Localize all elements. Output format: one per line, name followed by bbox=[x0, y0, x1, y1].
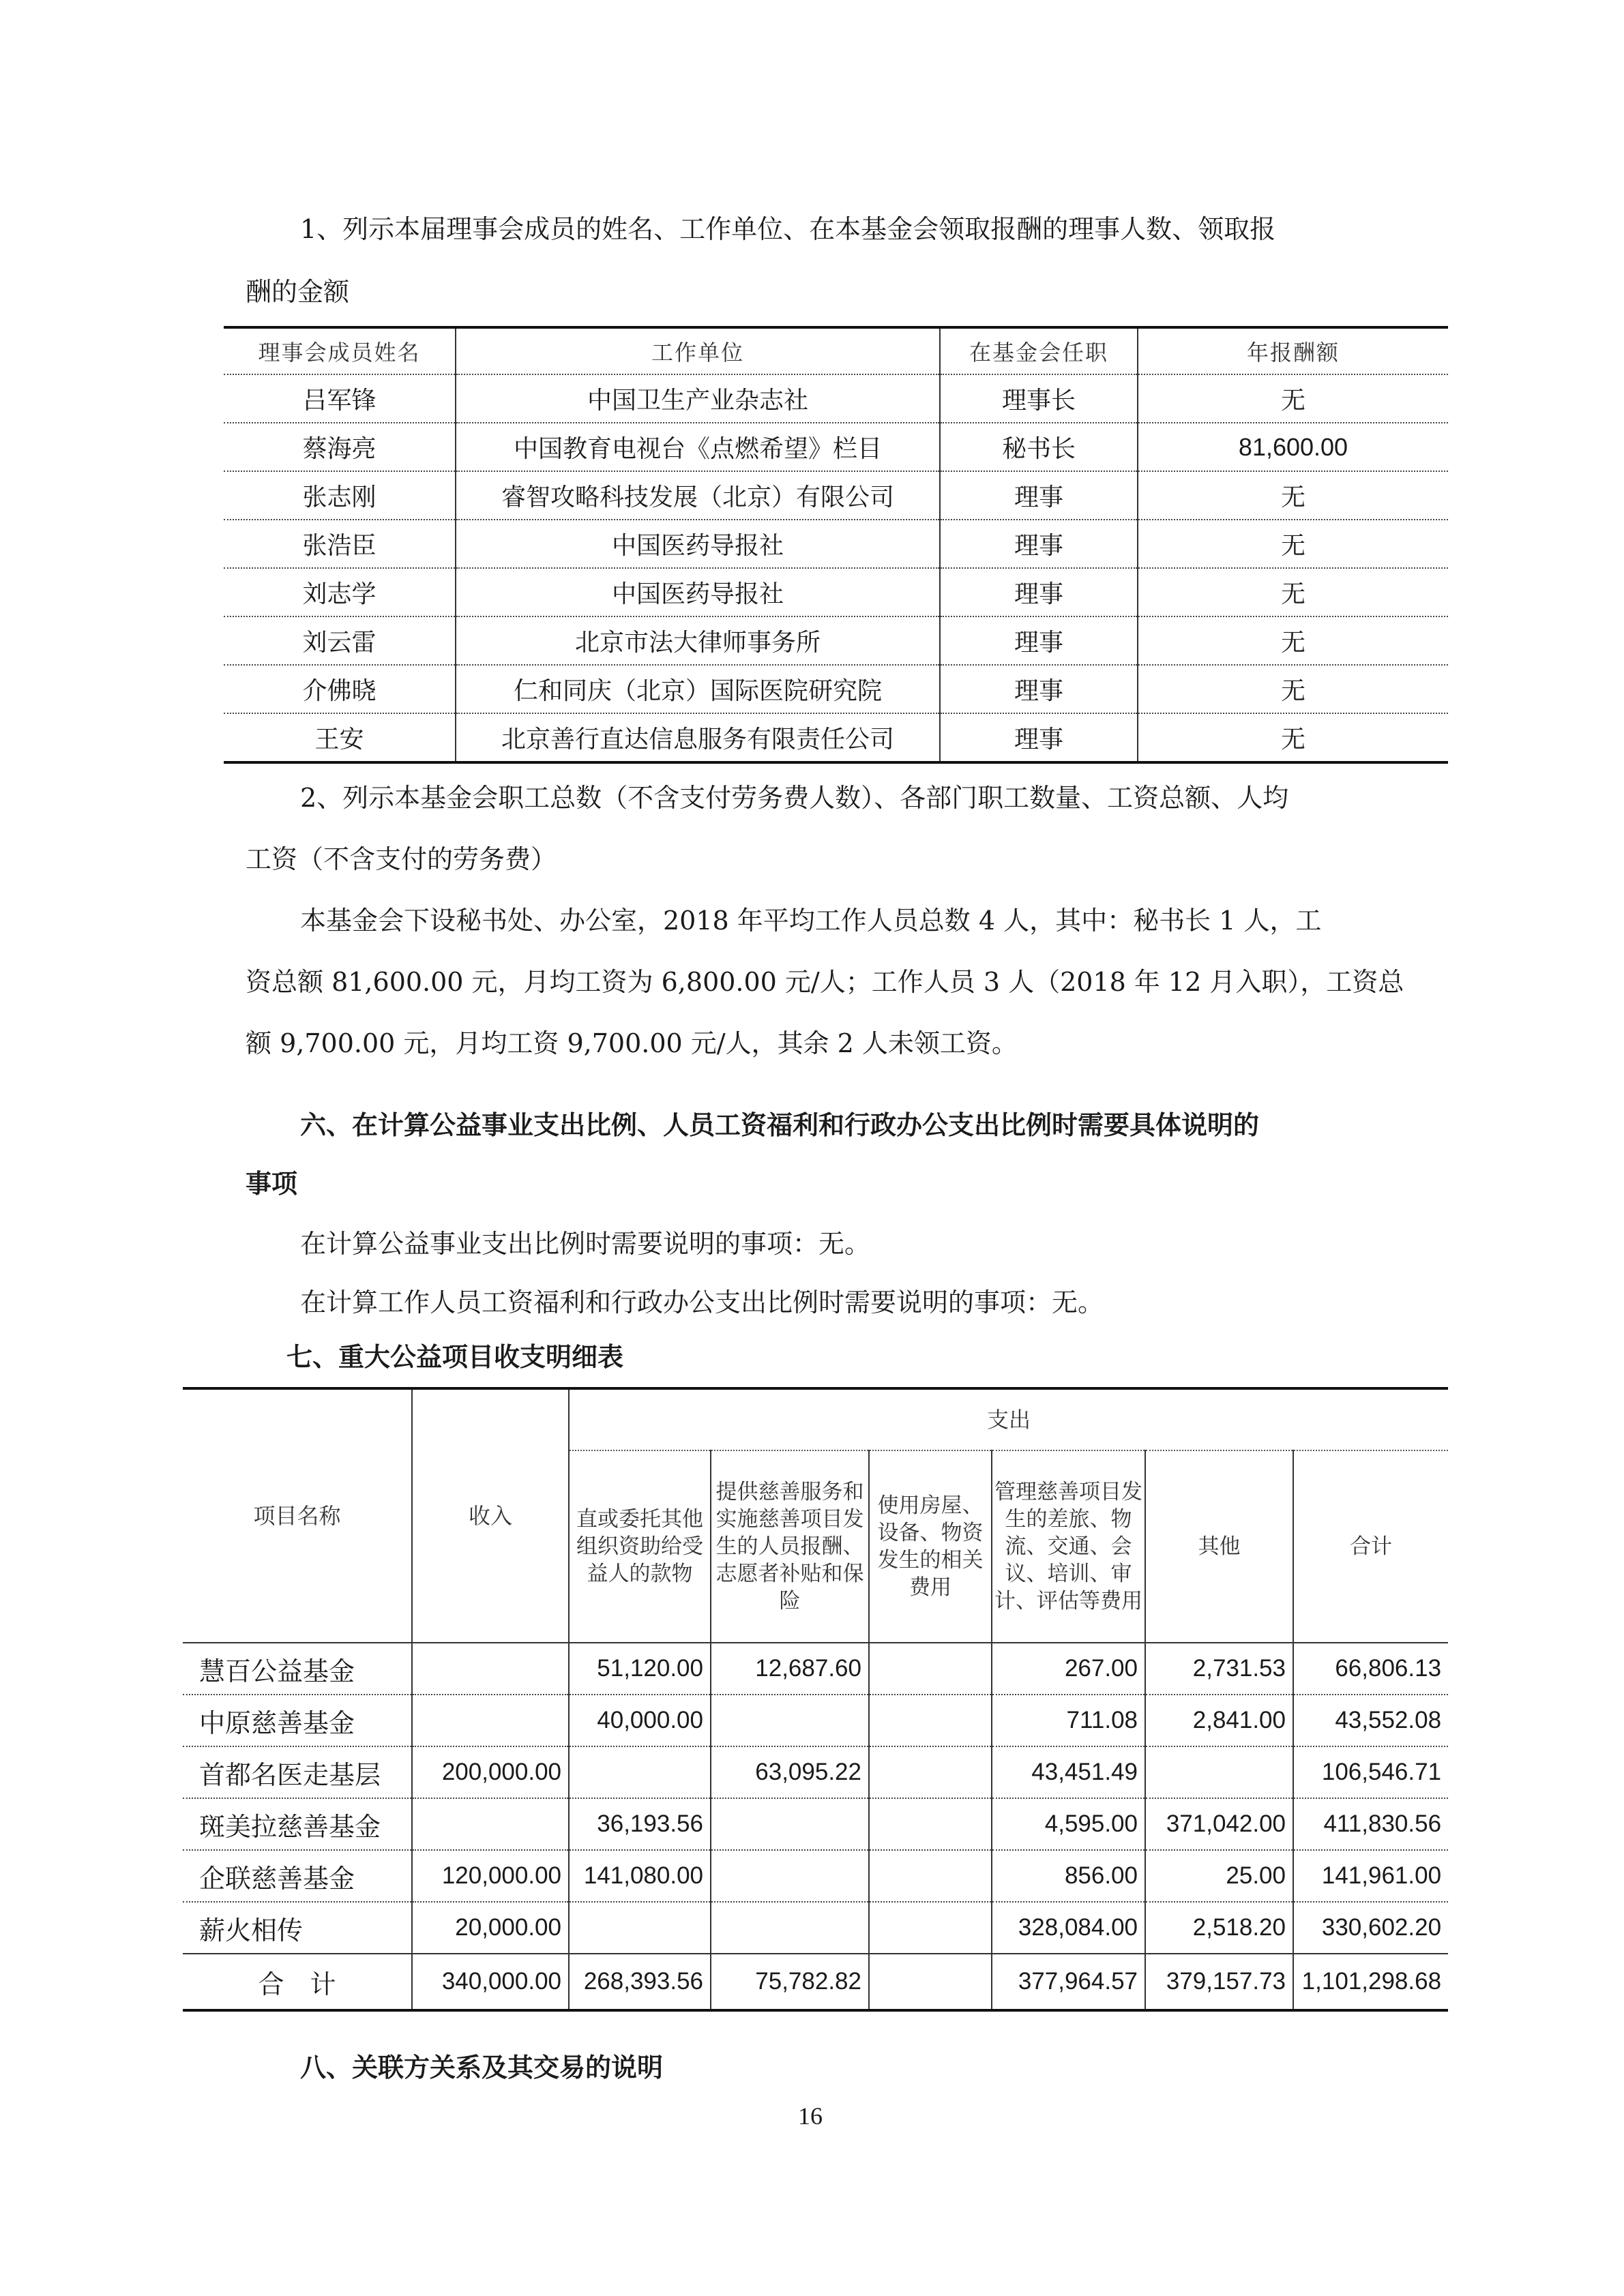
projects-table bbox=[183, 1387, 1448, 2012]
total-total: 1,101,298.68 bbox=[1293, 1954, 1448, 2010]
total-other: 379,157.73 bbox=[1145, 1954, 1293, 2010]
header-spend-total: 合计 bbox=[1293, 1450, 1448, 1643]
total-personnel: 75,782.82 bbox=[711, 1954, 869, 2010]
project-other: 371,042.00 bbox=[1145, 1798, 1293, 1850]
project-other: 25.00 bbox=[1145, 1850, 1293, 1902]
header-spend-other: 其他 bbox=[1145, 1450, 1293, 1643]
total-grants: 268,393.56 bbox=[569, 1954, 711, 2010]
project-income bbox=[412, 1798, 569, 1850]
project-total: 330,602.20 bbox=[1293, 1902, 1448, 1954]
project-total: 66,806.13 bbox=[1293, 1643, 1448, 1695]
board-row bbox=[224, 374, 1448, 423]
project-row bbox=[183, 1850, 1448, 1902]
board-table-header bbox=[224, 327, 1448, 374]
section7-heading: 七、重大公益项目收支明细表 bbox=[286, 1341, 624, 1372]
project-row bbox=[183, 1798, 1448, 1850]
board-cell-unit: 睿智攻略科技发展（北京）有限公司 bbox=[456, 471, 940, 520]
section6-body2: 在计算工作人员工资福利和行政办公支出比例时需要说明的事项：无。 bbox=[300, 1287, 1104, 1317]
board-header-unit: 工作单位 bbox=[456, 327, 940, 374]
board-cell-pay: 无 bbox=[1138, 665, 1448, 713]
project-income bbox=[412, 1695, 569, 1746]
section1-line2: 酬的金额 bbox=[246, 277, 350, 307]
project-management: 4,595.00 bbox=[992, 1798, 1145, 1850]
header-spend-personnel: 提供慈善服务和实施慈善项目发生的人员报酬、志愿者补贴和保险 bbox=[711, 1450, 869, 1643]
project-name: 中原慈善基金 bbox=[183, 1695, 412, 1746]
project-facilities bbox=[869, 1695, 992, 1746]
board-row bbox=[224, 568, 1448, 616]
project-row bbox=[183, 1643, 1448, 1695]
board-cell-pay: 81,600.00 bbox=[1138, 423, 1448, 471]
board-cell-name: 张志刚 bbox=[224, 471, 456, 520]
board-row bbox=[224, 665, 1448, 713]
project-name: 首都名医走基层 bbox=[183, 1746, 412, 1798]
board-row bbox=[224, 471, 1448, 520]
board-cell-unit: 中国医药导报社 bbox=[456, 520, 940, 568]
project-grants bbox=[569, 1902, 711, 1954]
project-personnel bbox=[711, 1798, 869, 1850]
board-cell-pay: 无 bbox=[1138, 616, 1448, 665]
project-personnel: 12,687.60 bbox=[711, 1643, 869, 1695]
project-income: 200,000.00 bbox=[412, 1746, 569, 1798]
header-project-name: 项目名称 bbox=[183, 1388, 412, 1643]
board-cell-position: 理事长 bbox=[940, 374, 1138, 423]
project-personnel bbox=[711, 1902, 869, 1954]
project-income: 120,000.00 bbox=[412, 1850, 569, 1902]
project-grants: 51,120.00 bbox=[569, 1643, 711, 1695]
board-row bbox=[224, 520, 1448, 568]
board-cell-position: 理事 bbox=[940, 713, 1138, 762]
board-cell-name: 张浩臣 bbox=[224, 520, 456, 568]
project-other: 2,841.00 bbox=[1145, 1695, 1293, 1746]
project-grants: 40,000.00 bbox=[569, 1695, 711, 1746]
board-cell-unit: 中国卫生产业杂志社 bbox=[456, 374, 940, 423]
board-cell-name: 蔡海亮 bbox=[224, 423, 456, 471]
section2-body1: 本基金会下设秘书处、办公室，2018 年平均工作人员总数 4 人，其中：秘书长 1 人，工 bbox=[300, 906, 1322, 936]
header-spend: 支出 bbox=[569, 1388, 1448, 1450]
board-cell-name: 王安 bbox=[314, 726, 364, 754]
project-income: 20,000.00 bbox=[412, 1902, 569, 1954]
project-personnel bbox=[711, 1695, 869, 1746]
project-name: 慧百公益基金 bbox=[183, 1643, 412, 1695]
total-label: 合 计 bbox=[258, 1969, 336, 1999]
project-management: 267.00 bbox=[992, 1643, 1145, 1695]
board-cell-position: 理事 bbox=[940, 471, 1138, 520]
board-cell-pay: 无 bbox=[1138, 713, 1448, 762]
project-personnel bbox=[711, 1850, 869, 1902]
project-personnel: 63,095.22 bbox=[711, 1746, 869, 1798]
header-spend-facilities: 使用房屋、设备、物资发生的相关费用 bbox=[869, 1450, 992, 1643]
header-spend-management: 管理慈善项目发生的差旅、物流、交通、会议、培训、审计、评估等费用 bbox=[992, 1450, 1145, 1643]
project-management: 43,451.49 bbox=[992, 1746, 1145, 1798]
header-income: 收入 bbox=[412, 1388, 569, 1643]
board-cell-pay: 无 bbox=[1138, 568, 1448, 616]
board-cell-pay: 无 bbox=[1138, 520, 1448, 568]
total-management: 377,964.57 bbox=[992, 1954, 1145, 2010]
project-other: 2,518.20 bbox=[1145, 1902, 1293, 1954]
board-cell-unit: 中国医药导报社 bbox=[456, 568, 940, 616]
board-cell-pay: 无 bbox=[1138, 374, 1448, 423]
section6-body1: 在计算公益事业支出比例时需要说明的事项：无。 bbox=[300, 1229, 871, 1259]
project-grants: 141,080.00 bbox=[569, 1850, 711, 1902]
board-cell-pay: 无 bbox=[1138, 471, 1448, 520]
project-grants bbox=[569, 1746, 711, 1798]
board-cell-name: 介佛晓 bbox=[224, 665, 456, 713]
section2-line2: 工资（不含支付的劳务费） bbox=[246, 844, 557, 874]
header-spend-grants: 直或委托其他组织资助给受益人的款物 bbox=[569, 1450, 711, 1643]
board-row bbox=[224, 713, 1448, 762]
board-cell-position: 理事 bbox=[940, 665, 1138, 713]
project-facilities bbox=[869, 1746, 992, 1798]
total-income: 340,000.00 bbox=[412, 1954, 569, 2010]
board-cell-position: 理事 bbox=[940, 568, 1138, 616]
section6-heading1: 六、在计算公益事业支出比例、人员工资福利和行政办公支出比例时需要具体说明的 bbox=[300, 1109, 1260, 1140]
project-facilities bbox=[869, 1643, 992, 1695]
page-number: 16 bbox=[798, 2102, 823, 2130]
project-row bbox=[183, 1746, 1448, 1798]
project-name: 企联慈善基金 bbox=[183, 1850, 412, 1902]
board-header-pay: 年报酬额 bbox=[1138, 327, 1448, 374]
section2-body3: 额 9,700.00 元，月均工资 9,700.00 元/人，其余 2 人未领工资。 bbox=[246, 1028, 1018, 1058]
total-facilities bbox=[869, 1954, 992, 2010]
section6-heading2: 事项 bbox=[246, 1168, 298, 1199]
section1-line1: 1、列示本届理事会成员的姓名、工作单位、在本基金会领取报酬的理事人数、领取报 bbox=[300, 214, 1276, 244]
project-row bbox=[183, 1902, 1448, 1954]
board-cell-name: 吕军锋 bbox=[224, 374, 456, 423]
board-cell-position: 理事 bbox=[940, 616, 1138, 665]
board-cell-position: 理事 bbox=[940, 520, 1138, 568]
project-total: 106,546.71 bbox=[1293, 1746, 1448, 1798]
project-total: 141,961.00 bbox=[1293, 1850, 1448, 1902]
project-facilities bbox=[869, 1902, 992, 1954]
board-row bbox=[224, 423, 1448, 471]
board-cell-unit: 北京善行直达信息服务有限责任公司 bbox=[456, 713, 940, 762]
project-total: 43,552.08 bbox=[1293, 1695, 1448, 1746]
board-cell-name: 刘云雷 bbox=[224, 616, 456, 665]
board-cell-unit: 仁和同庆（北京）国际医院研究院 bbox=[456, 665, 940, 713]
board-cell-name: 刘志学 bbox=[224, 568, 456, 616]
board-header-name: 理事会成员姓名 bbox=[224, 327, 456, 374]
projects-total-row bbox=[183, 1954, 1448, 2010]
project-management: 711.08 bbox=[992, 1695, 1145, 1746]
project-other bbox=[1145, 1746, 1293, 1798]
board-members-table bbox=[224, 326, 1448, 764]
board-cell-unit: 北京市法大律师事务所 bbox=[456, 616, 940, 665]
board-cell-unit: 中国教育电视台《点燃希望》栏目 bbox=[456, 423, 940, 471]
board-row bbox=[224, 616, 1448, 665]
section2-body2: 资总额 81,600.00 元，月均工资为 6,800.00 元/人；工作人员 3 人（2018 年 12 月入职），工资总 bbox=[246, 967, 1404, 997]
board-cell-position: 秘书长 bbox=[940, 423, 1138, 471]
project-grants: 36,193.56 bbox=[569, 1798, 711, 1850]
section2-line1: 2、列示本基金会职工总数（不含支付劳务费人数）、各部门职工数量、工资总额、人均 bbox=[300, 783, 1289, 813]
project-name: 斑美拉慈善基金 bbox=[183, 1798, 412, 1850]
project-facilities bbox=[869, 1850, 992, 1902]
project-total: 411,830.56 bbox=[1293, 1798, 1448, 1850]
project-name: 薪火相传 bbox=[183, 1902, 412, 1954]
board-header-position: 在基金会任职 bbox=[940, 327, 1138, 374]
project-management: 328,084.00 bbox=[992, 1902, 1145, 1954]
project-row bbox=[183, 1695, 1448, 1746]
section8-heading: 八、关联方关系及其交易的说明 bbox=[300, 2052, 664, 2083]
project-other: 2,731.53 bbox=[1145, 1643, 1293, 1695]
project-management: 856.00 bbox=[992, 1850, 1145, 1902]
project-income bbox=[412, 1643, 569, 1695]
project-facilities bbox=[869, 1798, 992, 1850]
